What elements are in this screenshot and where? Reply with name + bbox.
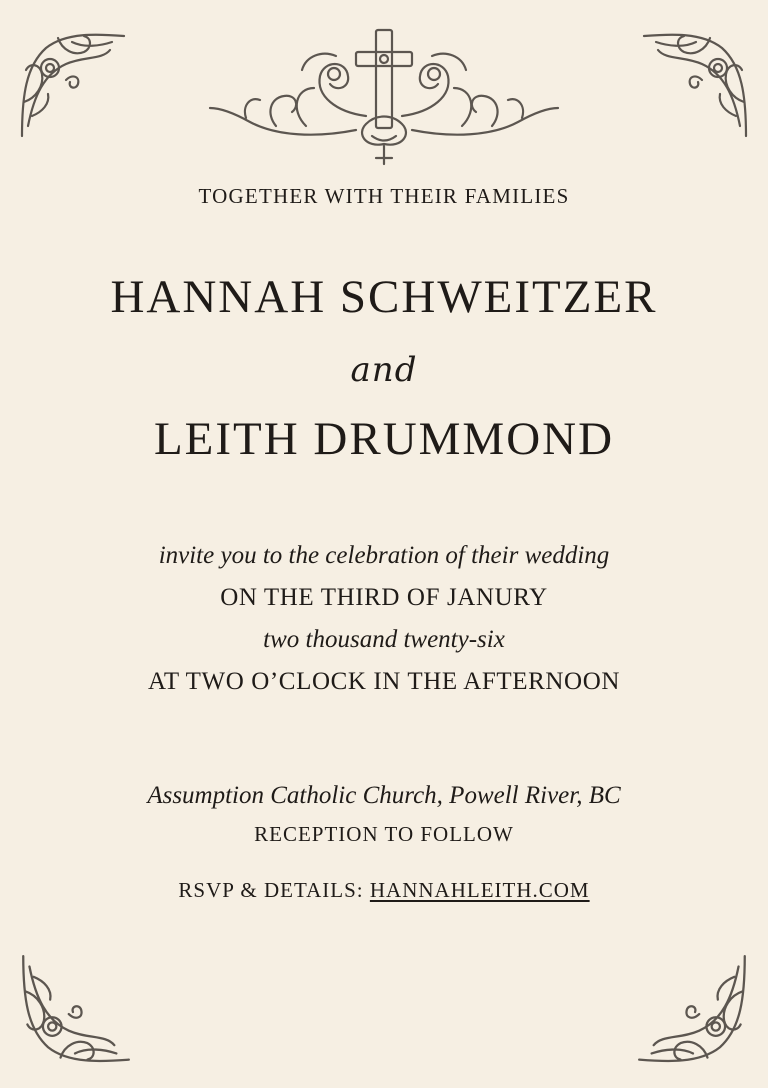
- time-line: AT TWO O’CLOCK IN THE AFTERNOON: [147, 668, 621, 695]
- scroll-corner-icon: [14, 26, 130, 140]
- year-line: two thousand twenty-six: [263, 626, 505, 653]
- bride-name: HANNAH SCHWEITZER: [110, 271, 658, 323]
- reception-line: RECEPTION TO FOLLOW: [254, 822, 514, 846]
- venue-line: Assumption Catholic Church, Powell River, BC: [147, 782, 621, 809]
- cross-crest-icon: [206, 26, 562, 168]
- rsvp-website-link[interactable]: HANNAHLEITH.COM: [369, 878, 590, 902]
- families-line: TOGETHER WITH THEIR FAMILIES: [198, 184, 570, 208]
- rsvp-line: [0, 878, 768, 903]
- groom-name: LEITH DRUMMOND: [153, 413, 615, 465]
- scroll-corner-icon: [632, 952, 754, 1070]
- date-line: ON THE THIRD OF JANURY: [220, 584, 548, 611]
- scroll-corner-icon: [638, 26, 754, 140]
- invite-line: invite you to the celebration of their wedding: [158, 542, 610, 569]
- rsvp-label: RSVP & DETAILS:: [178, 878, 364, 902]
- scroll-corner-icon: [14, 952, 136, 1070]
- and-connector: and: [350, 350, 418, 390]
